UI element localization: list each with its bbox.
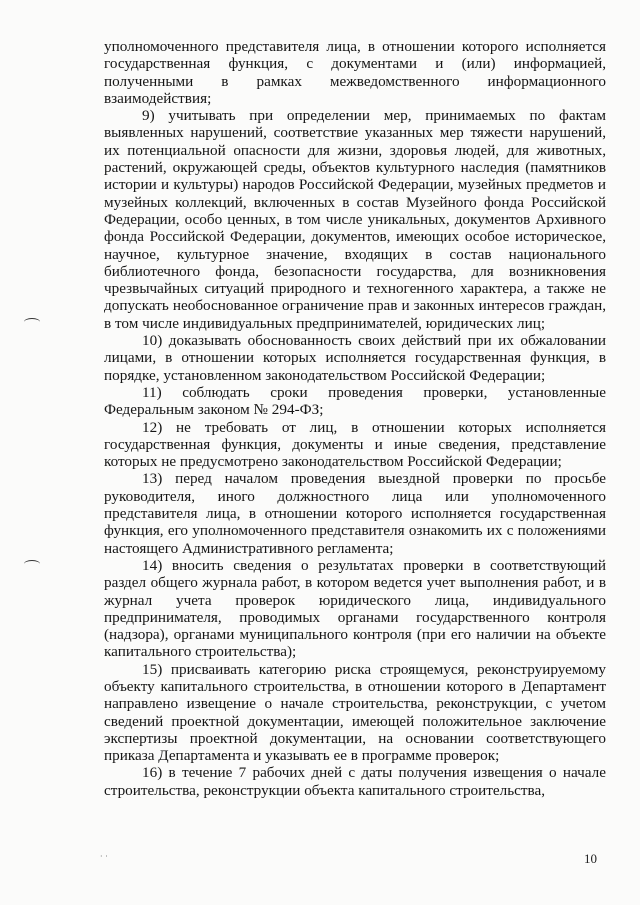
paragraph-item-15: 15) присваивать категорию риска строящемуся, реконструируемому объекту капитального строительства, в отношении которого в Департамент направлено извещение о начале строительства, реконструкции, с учетом сведений проектной документации, имеющей положительное заключение экспертизы проектной документации, на основании соответствующего приказа Департамента и указывать ее в программе проверок; — [104, 660, 606, 765]
paragraph-item-14: 14) вносить сведения о результатах проверки в соответствующий раздел общего журнала работ, в котором ведется учет выполнения работ, и в журнал учета проверок юридического лица, индивидуального предпринимателя, проводимых органами государственного контроля (надзора), органами муниципального контроля (при его наличии на объекте капитального строительства); — [104, 556, 606, 661]
paragraph-item-12: 12) не требовать от лиц, в отношении которых исполняется государственная функция, документы и иные сведения, представление которых не предусмотрено законодательством Российской Федерации; — [104, 418, 606, 471]
paragraph-item-13: 13) перед началом проведения выездной проверки по просьбе руководителя, иного должностного лица или уполномоченного представителя лица, в отношении которого исполняется государственная функция, его уполномоченного представителя ознакомить их с положениями настоящего Административного регламента; — [104, 470, 606, 557]
paragraph-item-11: 11) соблюдать сроки проведения проверки, установленные Федеральным законом № 294-ФЗ; — [104, 383, 606, 419]
paragraph-item-10: 10) доказывать обоснованность своих действий при их обжаловании лицами, в отношении которых исполняется государственная функция, в порядке, установленном законодательством Российской Федерации; — [104, 332, 606, 384]
punch-hole-mark-lower — [24, 560, 40, 568]
page-number: 10 — [584, 851, 597, 866]
punch-hole-mark-upper — [24, 318, 40, 326]
paragraph-continuation: уполномоченного представителя лица, в отношении которого исполняется государственная функция, с документами и (или) информацией, полученными в рамках межведомственного информационного взаимодействия; — [104, 38, 606, 107]
paragraph-item-16: 16) в течение 7 рабочих дней с даты получения извещения о начале строительства, реконструкции объекта капитального строительства, — [104, 764, 606, 799]
scan-artifact-dots: · · — [100, 852, 108, 861]
document-body — [104, 38, 606, 799]
paragraph-item-9: 9) учитывать при определении мер, принимаемых по фактам выявленных нарушений, соответствие указанных мер тяжести нарушений, их потенциальной опасности для жизни, здоровья людей, для животных, растений, окружающей среды, объектов культурного наследия (памятников истории и культуры) народов Российской Федерации, музейных предметов и музейных коллекций, включенных в состав Музейного фонда Российской Федерации, особо ценных, в том числе уникальных, документов Архивного фонда Российской Федерации, документов, имеющих особое историческое, научное, культурное значение, входящих в состав национального библиотечного фонда, безопасности государства, для возникновения чрезвычайных ситуаций природного и техногенного характера, а также не допускать необоснованное ограничение прав и законных интересов граждан, в том числе индивидуальных предпринимателей, юридических лиц; — [104, 107, 606, 332]
